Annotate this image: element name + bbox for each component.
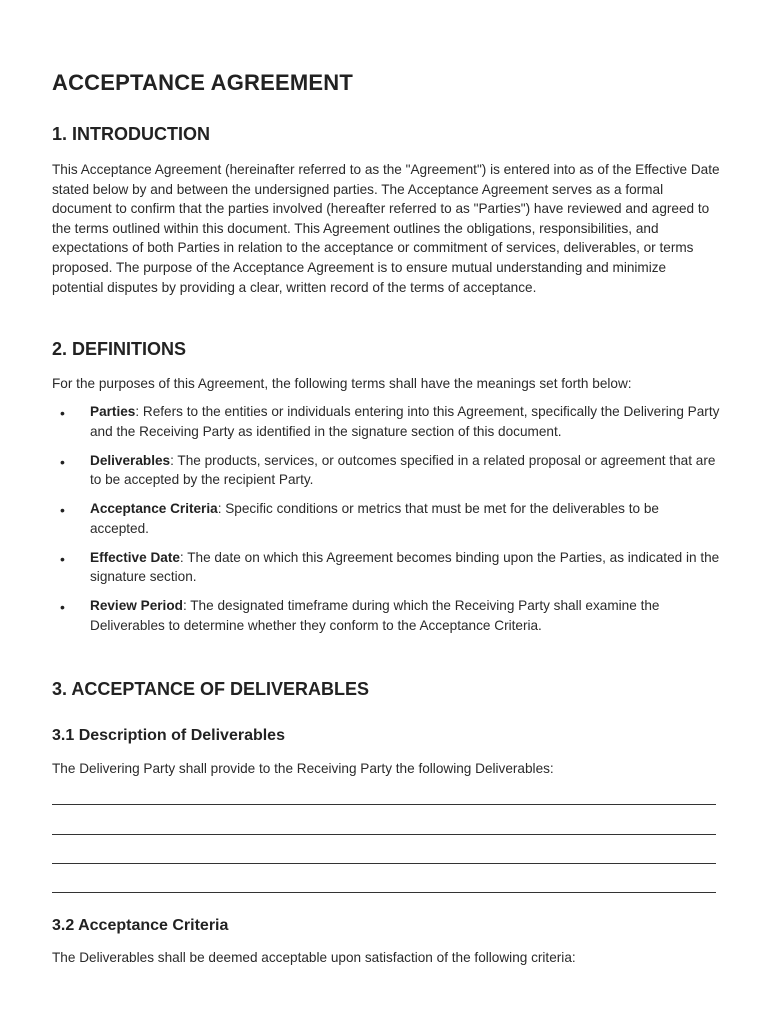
definition-text: : Refers to the entities or individuals entering into this Agreement, specifically the Delivering Party and the Receiving Party as identified in the signature section of this document. [90, 404, 720, 439]
definition-term: Acceptance Criteria [90, 501, 218, 517]
deliverable-blank-line [52, 834, 716, 835]
definition-text: : Specific conditions or metrics that must be met for the deliverables to be accepted. [90, 501, 659, 536]
definitions-list [52, 402, 720, 645]
definition-item-parties [52, 402, 720, 441]
bullet-icon: • [60, 550, 65, 567]
bullet-icon: • [60, 599, 65, 616]
definition-term: Parties [90, 404, 136, 419]
introduction-heading: 1. INTRODUCTION [52, 124, 211, 144]
definition-term: Deliverables [90, 452, 171, 468]
definition-term: Review Period [90, 598, 183, 614]
description-paragraph: The Delivering Party shall provide to the Receiving Party the following Deliverables: [52, 761, 554, 776]
definition-item-acceptance-criteria [52, 499, 720, 538]
document-title: ACCEPTANCE AGREEMENT [52, 70, 354, 95]
definitions-heading: 2. DEFINITIONS [52, 339, 187, 359]
criteria-paragraph: The Deliverables shall be deemed acceptable upon satisfaction of the following criteria: [52, 950, 576, 965]
description-subheading: 3.1 Description of Deliverables [52, 727, 285, 744]
deliverable-blank-line [52, 863, 716, 864]
definition-text: : The date on which this Agreement becomes binding upon the Parties, as indicated in the signature section. [90, 549, 720, 585]
definition-term: Effective Date [90, 549, 180, 565]
definitions-intro: For the purposes of this Agreement, the following terms shall have the meanings set forth below: [52, 376, 632, 391]
introduction-paragraph: This Acceptance Agreement (hereinafter referred to as the "Agreement") is entered into as of the Effective Date stated below by and between the undersigned parties. The Acceptance Agreement serves as a formal document to confirm that the parties involved (hereafter referred to as "Parties") have reviewed and agreed to the terms outlined within this document. This Agreement outlines the obligations, responsibilities, and expectations of both Parties in relation to the acceptance or commitment of services, deliverables, or terms proposed. The purpose of the Acceptance Agreement is to ensure mutual understanding and minimize potential disputes by providing a clear, written record of the terms of acceptance. [52, 162, 720, 295]
bullet-icon: • [60, 502, 65, 519]
bullet-icon: • [60, 453, 65, 470]
definition-item-deliverables [52, 451, 720, 490]
criteria-subheading: 3.2 Acceptance Criteria [52, 917, 229, 934]
bullet-icon: • [60, 405, 65, 421]
definition-text: : The products, services, or outcomes specified in a related proposal or agreement that are to be accepted by the recipient Party. [90, 452, 716, 488]
definition-text: : The designated timeframe during which the Receiving Party shall examine the Deliverables to determine whether they conform to the Acceptance Criteria. [90, 598, 660, 633]
acceptance-heading: 3. ACCEPTANCE OF DELIVERABLES [52, 679, 370, 699]
deliverable-blank-line [52, 892, 716, 893]
definition-item-effective-date [52, 548, 720, 587]
deliverable-blank-line [52, 804, 716, 805]
definition-item-review-period [52, 596, 720, 635]
